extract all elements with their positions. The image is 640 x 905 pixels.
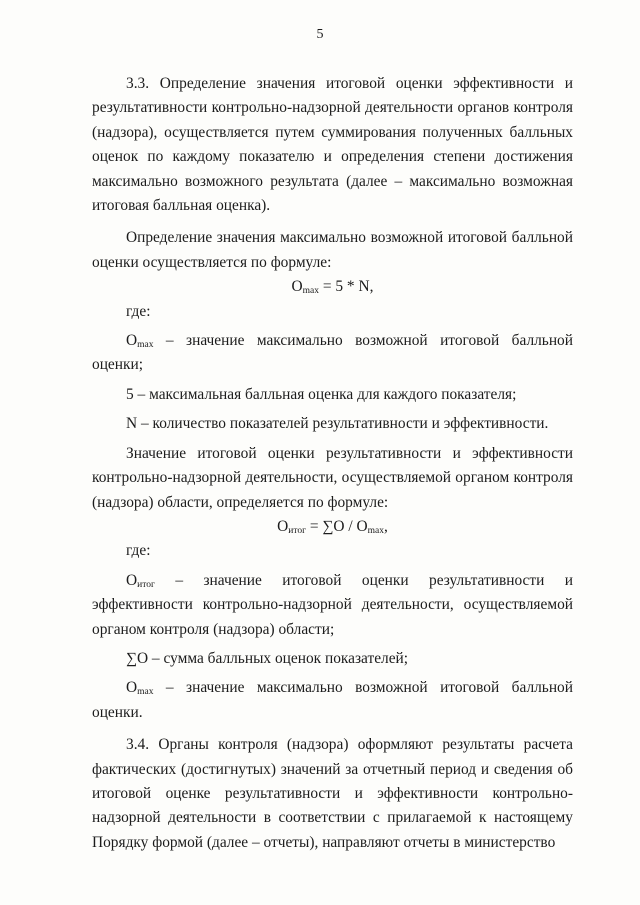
definition-sum: ∑O – сумма балльных оценок показателей; bbox=[126, 649, 409, 667]
paragraph-3-3: 3.3. Определение значения итоговой оценки эффективности и результативности контрольно-надзорной деятельности органов контроля (надзора), осуществляется путем суммирования полученных балльных оценок по каждому показателю и определения степени достижения максимально возможного результата (далее – максимально возможная итоговая балльная оценка). bbox=[92, 75, 573, 215]
where-label-1: где: bbox=[126, 302, 151, 320]
max-score-intro: Определение значения максимально возможной итоговой балльной оценки осуществляется по формуле: bbox=[92, 229, 573, 271]
definition-five: 5 – максимальная балльная оценка для каждого показателя; bbox=[126, 385, 517, 403]
definition-oitog: $O_{итог}$ – значение итоговой оценки результативности и эффективности контрольно-надзорной деятельности, осуществляемой органом контроля (надзора) области; bbox=[92, 571, 573, 638]
where-label-2: где: bbox=[126, 542, 151, 560]
formula-oitog: $O_{итог} = \sum O / O_{max}$, bbox=[277, 517, 388, 536]
definition-omax-2: $O_{max}$ – значение максимально возможной итоговой балльной оценки. bbox=[92, 679, 573, 721]
final-score-intro: Значение итоговой оценки результативности и эффективности контрольно-надзорной деятельности, осуществляемой органом контроля (надзора) области, определяется по формуле: bbox=[92, 444, 573, 511]
formula-omax: $O_{max} = 5 * N$, bbox=[291, 278, 374, 297]
definition-omax: $O_{max}$ – значение максимально возможной итоговой балльной оценки; bbox=[92, 332, 573, 374]
definition-n: N – количество показателей результативности и эффективности. bbox=[126, 415, 549, 433]
paragraph-3-4: 3.4. Органы контроля (надзора) оформляют результаты расчета фактических (достигнутых) значений за отчетный период и сведения об итоговой оценке результативности и эффективности контрольно-надзорной деятельности в соответствии с прилагаемой к настоящему Порядку формой (далее – отчеты), направляют отчеты в министерство bbox=[92, 736, 573, 851]
document-body bbox=[92, 72, 573, 855]
page-number: 5 bbox=[316, 27, 324, 42]
